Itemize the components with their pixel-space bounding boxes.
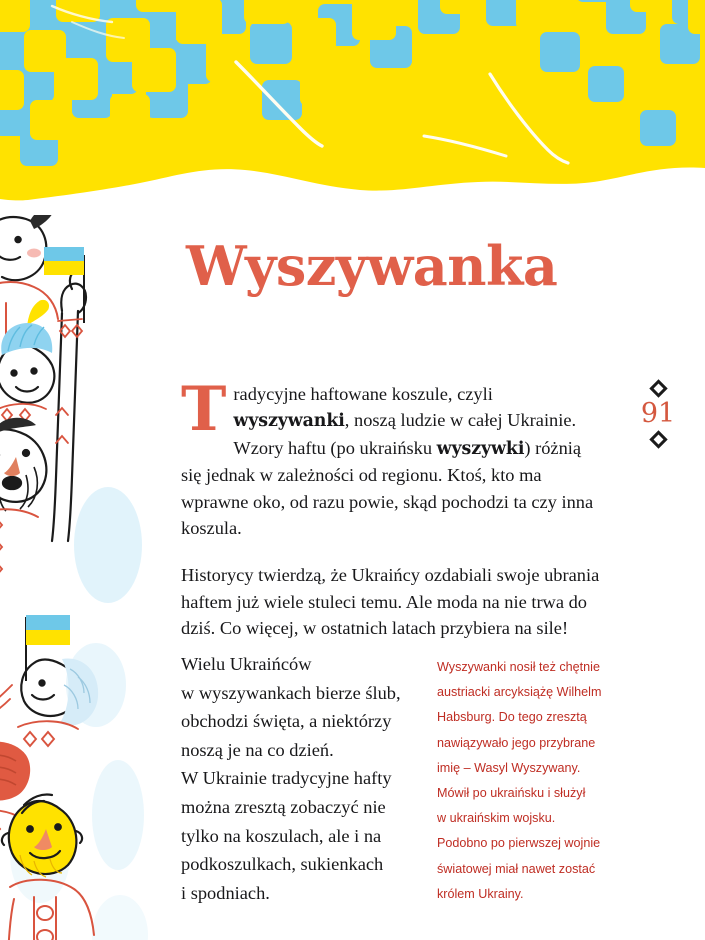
lower-left-line: obchodzi święta, a niektórzy — [181, 711, 392, 732]
sidebar-note-line: w ukraińskim wojsku. — [437, 811, 556, 826]
sidebar-note-line: austriacki arcyksiążę Wilhelm — [437, 685, 602, 700]
lower-left-line: noszą je na co dzień. — [181, 739, 334, 760]
lower-left-line: w wyszywankach bierze ślub, — [181, 682, 401, 703]
sidebar-note-line: Podobno po pierwszej wojnie — [437, 836, 601, 851]
sidebar-note-line: nawiązywało jego przybrane — [437, 735, 596, 750]
lower-left-line: W Ukrainie tradycyjne hafty — [181, 768, 392, 789]
sidebar-note-line: imię – Wasyl Wyszywany. — [437, 760, 581, 775]
sidebar-note-line: światowej miał nawet zostać — [437, 861, 596, 876]
sidebar-note-line: królem Ukrainy. — [437, 886, 524, 901]
lower-left-line: tylko na koszulach, ale i na — [181, 825, 382, 846]
sidebar-note — [437, 655, 637, 907]
diamond-bottom-icon — [649, 431, 667, 449]
page-title: Wyszywanka — [186, 234, 558, 299]
lower-left-line: i spodniach. — [181, 882, 270, 903]
article-body — [181, 374, 601, 642]
paragraph-2: Historycy twierdzą, że Ukraińcy ozdabiali swoje ubrania haftem już wiele stuleci temu. Ale moda na nie trwa do dziś. Co więcej, w ostatnich latach przybiera na sile! — [181, 565, 600, 639]
paragraph-1 — [181, 374, 601, 541]
page-number-block — [638, 382, 678, 446]
paragraph-1-seg-3: ) różnią się jednak w zależności od regionu. Ktoś, kto ma wprawne oko, od razu powie, skąd pochodzi ta czy inna koszula. — [181, 437, 594, 539]
lower-left-column — [181, 650, 431, 907]
paragraph-1-seg-1: radycyjne haftowane koszule, czyli — [233, 384, 493, 404]
lower-left-line: podkoszulkach, sukienkach — [181, 854, 384, 875]
sidebar-note-line: Wyszywanki nosił też chętnie — [437, 660, 600, 674]
emphasis-wyszywki: wyszywki — [436, 438, 525, 459]
diamond-top-icon — [649, 379, 667, 397]
lower-left-line: można zresztą zobaczyć nie — [181, 796, 386, 817]
sidebar-note-line: Habsburg. Do tego zresztą — [437, 710, 587, 725]
lower-left-line: Wielu Ukraińców — [181, 654, 312, 674]
page-number: 91 — [640, 398, 676, 429]
sidebar-note-line: Mówił po ukraińsku i służył — [437, 786, 586, 801]
emphasis-wyszywanki: wyszywanki — [233, 411, 345, 432]
drop-cap: T — [181, 374, 227, 445]
paragraph-1-seg-2: , noszą ludzie w całej Ukrainie. Wzory haftu (po ukraińsku — [233, 410, 577, 458]
